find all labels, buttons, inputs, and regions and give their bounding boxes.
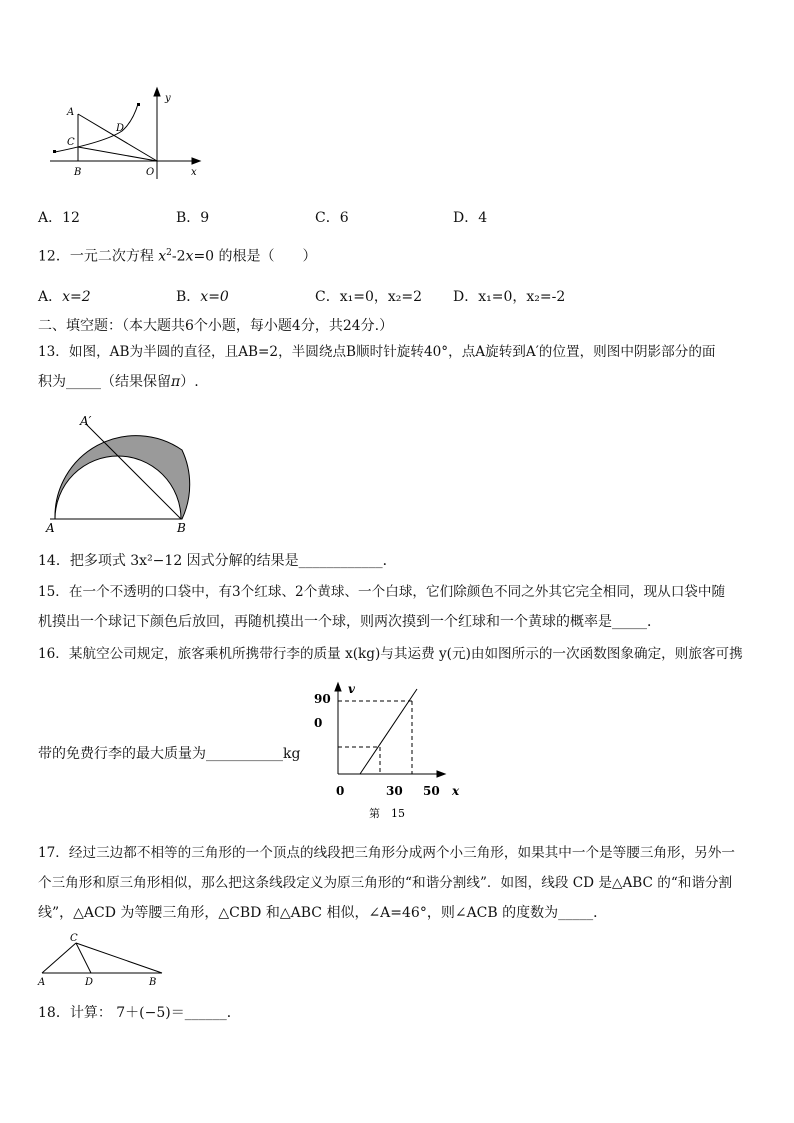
x-tick-30: 30 xyxy=(386,784,403,798)
label-A: A xyxy=(67,107,75,118)
label-C: C xyxy=(70,933,78,944)
q11-option-b: B．9 xyxy=(176,210,210,226)
y-axis-arrow xyxy=(335,683,341,691)
x-axis-label: x xyxy=(452,784,460,798)
q12-stem: 12．一元二次方程 $x^2-2x=0$ 的根是（ ） xyxy=(38,248,317,265)
label-A: A xyxy=(46,521,55,535)
q15-line2: 机摸出一个球记下颜色后放回，再随机摸出一个球，则两次摸到一个红球和一个黄球的概率是_____． xyxy=(38,614,661,630)
q11-option-a: A．12 xyxy=(38,210,80,226)
label-A: A xyxy=(38,977,46,988)
q13-figure xyxy=(38,405,218,540)
label-y: y xyxy=(165,93,171,104)
q11-figure xyxy=(40,84,220,184)
q17-line3: 线”，△ACD 为等腰三角形，△CBD 和△ABC 相似，∠A=46°，则∠ACB 的度数为_____． xyxy=(38,905,608,921)
curve-end-left xyxy=(53,150,56,153)
q17-figure xyxy=(36,930,176,990)
function-line xyxy=(360,689,417,774)
curve-end-right xyxy=(137,103,140,106)
label-C: C xyxy=(67,137,75,148)
q12-option-a: A．x=2 xyxy=(38,289,91,305)
q13-line1: 13．如图，AB为半圆的直径，且AB=2，半圆绕点B顺时针旋转40°，点A旋转到A′的位置，则图中阴影部分的面 xyxy=(38,344,716,360)
y-axis-arrow xyxy=(154,88,160,96)
origin-label: 0 xyxy=(336,784,345,798)
y-tick-0: 0 xyxy=(314,716,323,730)
y-tick-90: 90 xyxy=(314,692,331,706)
q12-option-b: B．x=0 xyxy=(176,289,229,305)
label-B: B xyxy=(177,521,186,535)
label-D: D xyxy=(85,977,94,988)
q16-line1: 16．某航空公司规定，旅客乘机所携带行李的质量 x(kg)与其运费 y(元)由如图所示的一次函数图象确定，则旅客可携 xyxy=(38,646,743,662)
label-x: x xyxy=(191,167,197,178)
figure-caption: 第 15 xyxy=(369,807,405,820)
q18-stem: 18．计算： 7＋(−5)＝______． xyxy=(38,1005,241,1021)
side-AC xyxy=(42,943,76,973)
q11-option-d: D．4 xyxy=(453,210,488,226)
label-D: D xyxy=(116,123,125,134)
q11-option-c: C．6 xyxy=(315,210,349,226)
q12-option-c: C．x₁=0，x₂=2 xyxy=(315,289,423,305)
q12-option-d: D．x₁=0，x₂=-2 xyxy=(453,289,566,305)
q14-stem: 14．把多项式 3x²−12 因式分解的结果是____________． xyxy=(38,553,397,569)
label-B: B xyxy=(74,167,82,178)
q17-line1: 17．经过三边都不相等的三角形的一个顶点的线段把三角形分成两个小三角形，如果其中一个是等腰三角形，另外一 xyxy=(38,845,735,861)
x-tick-50: 50 xyxy=(423,784,440,798)
q13-line2: 积为_____（结果保留π）. xyxy=(38,374,199,390)
q15-line1: 15．在一个不透明的口袋中，有3个红球、2个黄球、一个白球，它们除颜色不同之外其它完全相同，现从口袋中随 xyxy=(38,584,726,600)
q17-line2: 个三角形和原三角形相似，那么把这条线段定义为原三角形的“和谐分割线”．如图，线段 CD 是△ABC 的“和谐分割 xyxy=(38,875,733,891)
y-axis-label: v xyxy=(348,682,355,696)
label-O: O xyxy=(146,167,155,178)
section-heading: 二、填空题：（本大题共6个小题，每小题4分，共24分.） xyxy=(38,318,394,334)
x-axis-arrow xyxy=(192,158,200,164)
label-B: B xyxy=(149,977,157,988)
q16-graph xyxy=(305,677,475,825)
q16-line2: 带的免费行李的最大质量为___________kg xyxy=(38,746,301,762)
label-A-prime: A′ xyxy=(80,414,92,428)
x-axis-arrow xyxy=(437,771,445,777)
